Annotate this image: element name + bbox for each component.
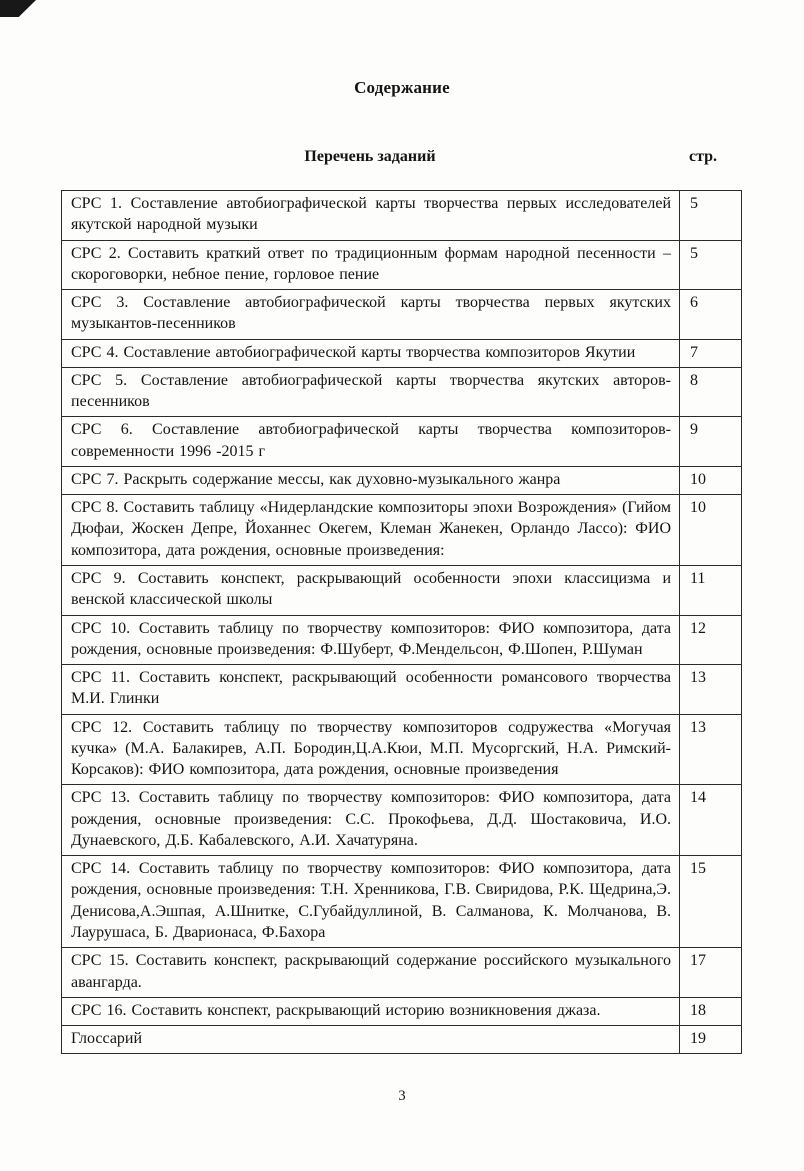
table-row	[62, 495, 742, 566]
toc-row-page: 5	[680, 191, 742, 241]
table-row	[62, 240, 742, 290]
toc-row-task: СРС 2. Составить краткий ответ по традиционным формам народной песенности – скороговорки, небное пение, горловое пение	[62, 240, 680, 290]
page-title: Содержание	[354, 78, 450, 97]
table-row	[62, 339, 742, 367]
page-column-label: стр.	[689, 148, 718, 165]
table-row	[62, 417, 742, 467]
toc-row-task: СРС 4. Составление автобиографической карты творчества композиторов Якутии	[62, 339, 680, 367]
toc-row-page: 13	[680, 714, 742, 785]
toc-row-page: 19	[680, 1026, 742, 1054]
toc-row-task: СРС 12. Составить таблицу по творчеству композиторов содружества «Могучая кучка» (М.А. Балакирев, А.П. Бородин,Ц.А.Кюи, М.П. Мусоргский, Н.А. Римский-Корсаков): ФИО композитора, дата рождения, основные произведения	[62, 714, 680, 785]
toc-row-page: 17	[680, 948, 742, 998]
toc-row-page: 11	[680, 565, 742, 615]
toc-row-task: СРС 8. Составить таблицу «Нидерландские композиторы эпохи Возрождения» (Гийом Дюфаи, Жоскен Депре, Йоханнес Окегем, Клеман Жанекен, Орландо Лассо): ФИО композитора, дата рождения, основные произведения:	[62, 495, 680, 566]
table-row	[62, 714, 742, 785]
toc-row-page: 14	[680, 785, 742, 856]
table-row	[62, 1026, 742, 1054]
table-row	[62, 856, 742, 948]
toc-row-page: 18	[680, 997, 742, 1025]
table-row	[62, 665, 742, 715]
table-row	[62, 290, 742, 340]
table-row	[62, 565, 742, 615]
toc-row-task: СРС 10. Составить таблицу по творчеству композиторов: ФИО композитора, дата рождения, основные произведения: Ф.Шуберт, Ф.Мендельсон, Ф.Шопен, Р.Шуман	[62, 615, 680, 665]
toc-row-task: СРС 3. Составление автобиографической карты творчества первых якутских музыкантов-песенников	[62, 290, 680, 340]
toc-row-page: 7	[680, 339, 742, 367]
toc-row-page: 10	[680, 466, 742, 494]
toc-row-task: СРС 5. Составление автобиографической карты творчества якутских авторов-песенников	[62, 367, 680, 417]
list-title: Перечень заданий	[304, 148, 436, 165]
table-row	[62, 948, 742, 998]
toc-row-task: СРС 9. Составить конспект, раскрывающий особенности эпохи классицизма и венской классической школы	[62, 565, 680, 615]
table-row	[62, 785, 742, 856]
footer-page-number: 3	[398, 1088, 406, 1104]
toc-row-task: Глоссарий	[62, 1026, 680, 1054]
table-row	[62, 615, 742, 665]
toc-row-page: 13	[680, 665, 742, 715]
toc-row-task: СРС 15. Составить конспект, раскрывающий содержание российского музыкального авангарда.	[62, 948, 680, 998]
toc-row-task: СРС 7. Раскрыть содержание мессы, как духовно-музыкального жанра	[62, 466, 680, 494]
toc-row-page: 12	[680, 615, 742, 665]
table-of-contents	[61, 190, 742, 1054]
table-row	[62, 191, 742, 241]
toc-row-task: СРС 6. Составление автобиографической карты творчества композиторов-современности 1996 -2015 г	[62, 417, 680, 467]
toc-row-page: 6	[680, 290, 742, 340]
toc-row-task: СРС 11. Составить конспект, раскрывающий особенности романсового творчества М.И. Глинки	[62, 665, 680, 715]
toc-row-task: СРС 1. Составление автобиографической карты творчества первых исследователей якутской народной музыки	[62, 191, 680, 241]
table-row	[62, 466, 742, 494]
toc-row-task: СРС 16. Составить конспект, раскрывающий историю возникновения джаза.	[62, 997, 680, 1025]
table-row	[62, 997, 742, 1025]
toc-row-page: 15	[680, 856, 742, 948]
list-header-row	[61, 148, 741, 166]
toc-row-page: 10	[680, 495, 742, 566]
toc-row-task: СРС 13. Составить таблицу по творчеству композиторов: ФИО композитора, дата рождения, основные произведения: С.С. Прокофьева, Д.Д. Шостаковича, И.О. Дунаевского, Д.Б. Кабалевского, А.И. Хачатуряна.	[62, 785, 680, 856]
toc-row-task: СРС 14. Составить таблицу по творчеству композиторов: ФИО композитора, дата рождения, основные произведения: Т.Н. Хренникова, Г.В. Свиридова, Р.К. Щедрина,Э. Денисова,А.Эшпая, А.Шнитке, С.Губайдуллиной, В. Салманова, К. Молчанова, В. Лаурушаса, Б. Дварионаса, Ф.Бахора	[62, 856, 680, 948]
toc-row-page: 5	[680, 240, 742, 290]
table-row	[62, 367, 742, 417]
toc-row-page: 9	[680, 417, 742, 467]
toc-row-page: 8	[680, 367, 742, 417]
